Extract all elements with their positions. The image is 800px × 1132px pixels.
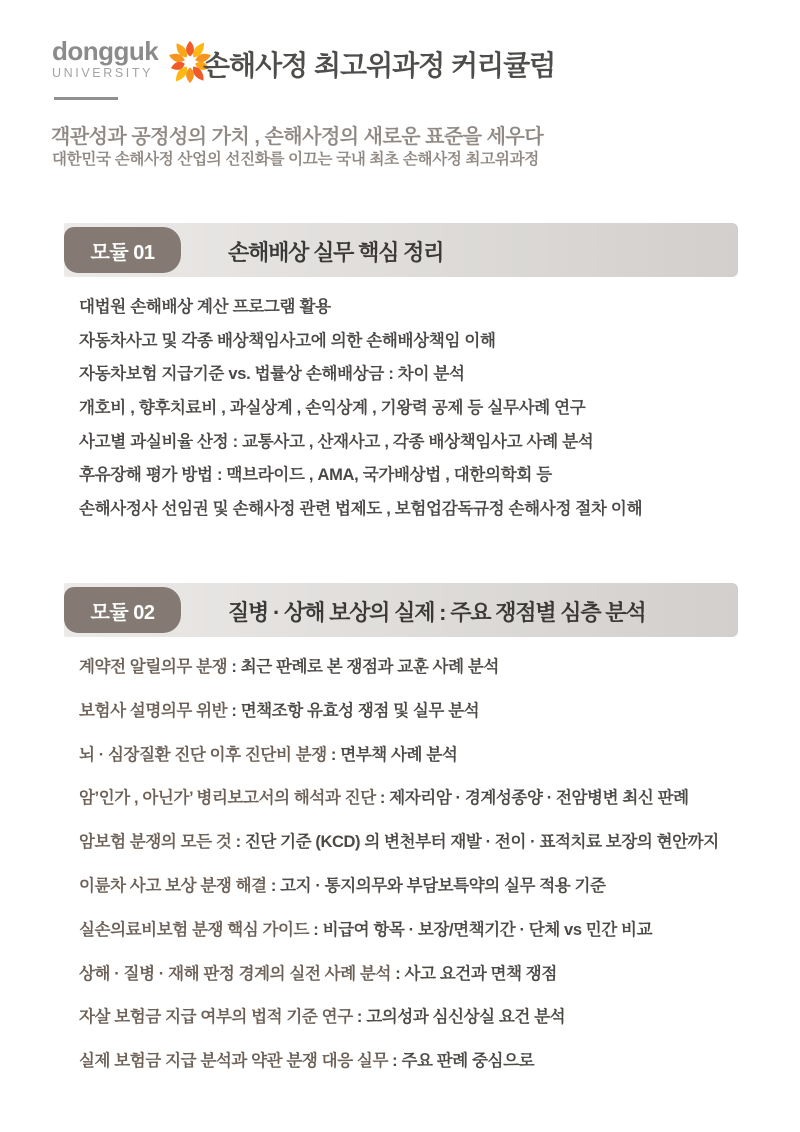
curriculum-item — [79, 734, 719, 778]
module-02-badge: 모듈 02 — [64, 587, 181, 633]
module-01-badge: 모듈 01 — [64, 227, 181, 273]
curriculum-item-detail: : 고지 · 통지의무와 부담보특약의 실무 적용 기준 — [266, 876, 606, 895]
curriculum-item: 손해사정사 선임권 및 손해사정 관련 법제도 , 보험업감독규정 손해사정 절차 이해 — [79, 500, 643, 519]
curriculum-item — [79, 690, 719, 734]
curriculum-item-topic: 실손의료비보험 분쟁 핵심 가이드 — [79, 920, 310, 939]
curriculum-item-topic: 상해 · 질병 · 재해 판정 경계의 실전 사례 분석 — [79, 964, 392, 983]
header-divider — [54, 97, 118, 100]
module-02-item-list — [79, 646, 719, 1084]
curriculum-item — [79, 1040, 719, 1084]
page-title: 손해사정 최고위과정 커리큘럼 — [203, 50, 556, 81]
curriculum-item-topic: 계약전 알릴의무 분쟁 — [79, 658, 228, 676]
curriculum-item-detail: : 진단 기준 (KCD) 의 변천부터 재발 · 전이 · 표적치료 보장의 현안까지 — [231, 833, 719, 852]
curriculum-item-detail: : 면책조항 유효성 쟁점 및 실무 분석 — [227, 701, 480, 720]
curriculum-item — [79, 646, 719, 690]
curriculum-item-topic: 이륜차 사고 보상 분쟁 해결 — [79, 876, 267, 895]
curriculum-item-detail: : 주요 판례 중심으로 — [388, 1052, 535, 1071]
sub-tagline: 대한민국 손해사정 산업의 선진화를 이끄는 국내 최초 손해사정 최고위과정 — [52, 151, 539, 168]
curriculum-item: 사고별 과실비율 산정 : 교통사고 , 산재사고 , 각종 배상책임사고 사례 분석 — [79, 432, 594, 451]
curriculum-item: 개호비 , 향후치료비 , 과실상계 , 손익상계 , 기왕력 공제 등 실무사례 연구 — [79, 399, 586, 418]
curriculum-item — [79, 777, 719, 821]
curriculum-item — [79, 909, 719, 953]
curriculum-item: 자동차보험 지급기준 vs. 법률상 손해배상금 : 차이 분석 — [79, 365, 465, 384]
university-logo-name: dongguk — [52, 36, 159, 66]
curriculum-item-topic: 뇌 · 심장질환 진단 이후 진단비 분쟁 — [79, 745, 327, 764]
curriculum-item — [79, 953, 719, 997]
curriculum-item: 후유장해 평가 방법 : 맥브라이드 , AMA, 국가배상법 , 대한의학회 등 — [79, 466, 552, 485]
curriculum-item — [79, 821, 719, 865]
curriculum-item-topic: 보험사 설명의무 위반 — [79, 701, 228, 720]
module-01-title: 손해배상 실무 핵심 정리 — [228, 240, 444, 265]
curriculum-item: 자동차사고 및 각종 배상책임사고에 의한 손해배상책임 이해 — [79, 331, 496, 350]
curriculum-item-topic: 암보험 분쟁의 모든 것 — [79, 833, 232, 852]
curriculum-item — [79, 996, 719, 1040]
curriculum-item-detail: : 최근 판례로 본 쟁점과 교훈 사례 분석 — [227, 658, 499, 676]
curriculum-item-detail: : 고의성과 심신상실 요건 분석 — [352, 1008, 566, 1027]
university-logo-text — [52, 38, 158, 80]
curriculum-item-detail: : 면부책 사례 분석 — [326, 745, 458, 764]
module-02-title: 질병 · 상해 보상의 실제 : 주요 쟁점별 심층 분석 — [228, 600, 646, 625]
curriculum-item-topic: 자살 보험금 지급 여부의 법적 기준 연구 — [79, 1008, 353, 1027]
module-01-item-list — [79, 291, 642, 527]
curriculum-item-detail: : 사고 요건과 면책 쟁점 — [391, 964, 557, 983]
curriculum-item-detail: : 제자리암 · 경계성종양 · 전암병변 최신 판례 — [375, 789, 689, 808]
curriculum-item-topic: 실제 보험금 지급 분석과 약관 분쟁 대응 실무 — [79, 1052, 388, 1071]
university-logo — [52, 38, 216, 93]
curriculum-item-detail: : 비급여 항목 · 보장/면책기간 · 단체 vs 민간 비교 — [309, 920, 653, 939]
curriculum-item — [79, 865, 719, 909]
curriculum-item-topic: 암’인가 , 아닌가’ 병리보고서의 해석과 진단 — [79, 789, 376, 808]
university-logo-subname: UNIVERSITY — [52, 66, 154, 80]
tagline: 객관성과 공정성의 가치 , 손해사정의 새로운 표준을 세우다 — [51, 126, 544, 148]
curriculum-item: 대법원 손해배상 계산 프로그램 활용 — [79, 298, 331, 316]
